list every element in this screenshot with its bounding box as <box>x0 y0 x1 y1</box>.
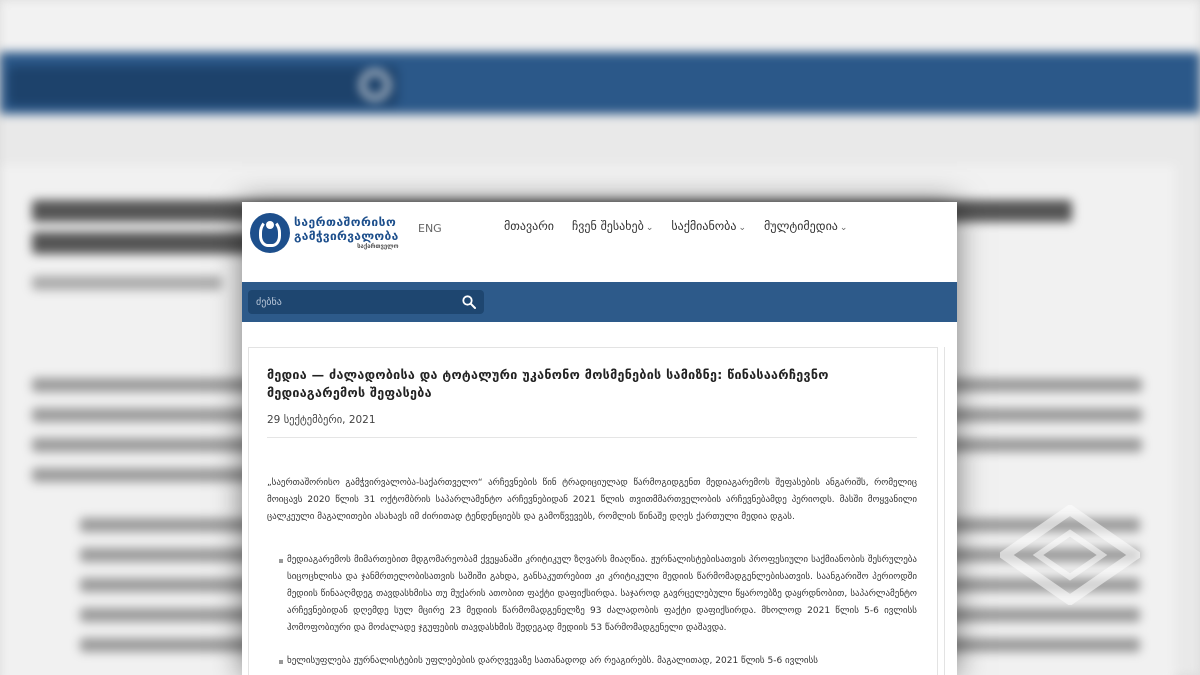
brand-line-2: გამჭვირვალობა <box>294 229 399 243</box>
site-header <box>242 202 957 282</box>
list-item: მედიაგარემოს მიმართებით მდგომარეობამ ქვეყანაში კრიტიკულ ზღვარს მიაღწია. ჟურნალისტებისათვის პროფესიული საქმიანობის შესრულება სიცოცხლისა და ჯანმრთელობისათვის საშიში გახდა, განსაკუთრებით კი კრიტიკული მედიის წარმომადგენლებისათვის. საანგარიშო პერიოდში მედიის წინააღმდეგ თავდასხმისა თუ მუქარის ათობით ფაქტი დაფიქსირდა. საჯაროდ გავრცელებული წყაროებზე დაყრდნობით, საპარლამენტო არჩევნებიდან დღემდე სულ მცირე 23 მედიის წარმომადგენელზე 93 ძალადობის ფაქტი დაფიქსირდა. მხოლოდ 2021 წლის 5-6 ივლისს ჰომოფობიური და მოძალადე ჯგუფების თავდასხმის შედეგად მედიის 53 წარმომადგენელი დაშავდა. <box>267 552 917 637</box>
article-date: 29 სექტემბერი, 2021 <box>267 414 376 426</box>
website-screenshot <box>242 202 957 675</box>
article-intro: „საერთაშორისო გამჭვირვალობა-საქართველო“ არჩევნების წინ ტრადიციულად წარმოგიდგენთ მედიაგარემოს შეფასების ანგარიშს, რომელიც მოიცავს 2020 წლის 31 ოქტომბრის საპარლამენტო არჩევნებიდან 2021 წლის თვითმმართველობის არჩევნებამდე პერიოდს. მასში მოყვანილი ცალკეული მაგალითები ასახავს იმ ძირითად ტენდენციებს და გამოწვევებს, რომლის წინაშე დღეს ქართული მედია დგას. <box>267 478 917 522</box>
chevron-down-icon: ⌄ <box>738 223 747 233</box>
article-bullets <box>267 552 917 675</box>
search-band <box>242 282 957 322</box>
bg-date-line <box>32 276 222 290</box>
watermark-logo-icon <box>1000 505 1140 605</box>
search-input[interactable] <box>256 294 456 310</box>
nav-item-home[interactable] <box>504 219 554 233</box>
search-icon[interactable] <box>462 295 476 309</box>
brand-line-3: საქართველო <box>357 243 399 250</box>
nav-label: მთავარი <box>504 219 554 233</box>
nav-item-about[interactable] <box>572 219 653 233</box>
language-switch[interactable]: ENG <box>418 222 442 235</box>
article-title: მედია — ძალადობისა და ტოტალური უკანონო მოსმენების სამიზნე: წინასაარჩევნო მედიაგარემოს შეფასება <box>267 367 829 400</box>
nav-label: მულტიმედია <box>764 219 838 233</box>
bg-top-bar <box>0 0 1200 52</box>
chevron-down-icon: ⌄ <box>645 223 654 233</box>
divider <box>267 437 917 438</box>
search-box <box>248 290 484 314</box>
brand-line-1: საერთაშორისო <box>294 215 397 229</box>
bg-search-box <box>8 66 398 106</box>
nav-item-multimedia[interactable] <box>764 219 847 233</box>
logo-icon[interactable] <box>250 213 290 253</box>
bg-search-icon <box>360 70 390 100</box>
sidebar-edge <box>944 347 957 675</box>
list-item: ხელისუფლება ჟურნალისტების უფლებების დარღვევაზე სათანადოდ არ რეაგირებს. მაგალითად, 2021 წლის 5-6 ივლისს <box>267 653 917 670</box>
chevron-down-icon: ⌄ <box>839 223 848 233</box>
brand-name[interactable] <box>294 215 399 251</box>
nav-item-activities[interactable] <box>671 219 746 233</box>
nav-label: საქმიანობა <box>671 219 737 233</box>
nav-label: ჩვენ შესახებ <box>571 219 644 233</box>
main-nav <box>504 219 847 233</box>
article-card <box>248 347 938 675</box>
